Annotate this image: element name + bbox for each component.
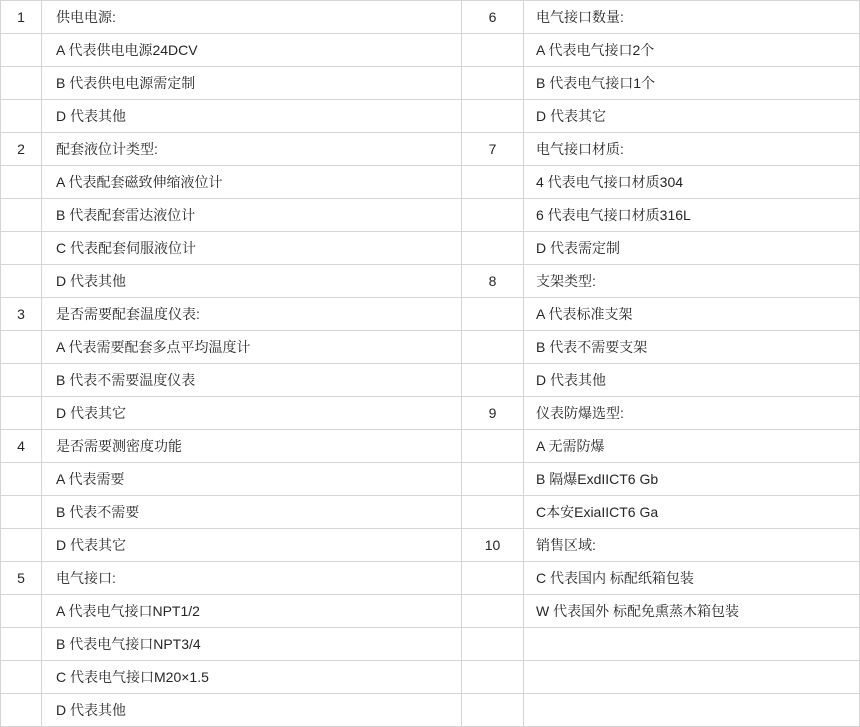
- empty-number-cell: [462, 199, 524, 232]
- section-number-cell: 6: [462, 1, 524, 34]
- empty-number-cell: [462, 67, 524, 100]
- option-cell: A 代表电气接口NPT1/2: [42, 595, 462, 628]
- option-cell: B 代表不需要温度仪表: [42, 364, 462, 397]
- empty-number-cell: [462, 430, 524, 463]
- option-cell: 4 代表电气接口材质304: [524, 166, 860, 199]
- empty-number-cell: [462, 595, 524, 628]
- empty-number-cell: [462, 694, 524, 727]
- section-title-cell: 供电电源:: [42, 1, 462, 34]
- empty-number-cell: [462, 34, 524, 67]
- option-cell: B 隔爆ExdIICT6 Gb: [524, 463, 860, 496]
- option-cell: B 代表供电电源需定制: [42, 67, 462, 100]
- section-number-cell: 8: [462, 265, 524, 298]
- empty-number-cell: [462, 166, 524, 199]
- empty-number-cell: [1, 166, 42, 199]
- section-number-cell: 9: [462, 397, 524, 430]
- empty-number-cell: [1, 496, 42, 529]
- option-cell: B 代表不需要: [42, 496, 462, 529]
- option-cell: D 代表其它: [42, 529, 462, 562]
- section-number-cell: 10: [462, 529, 524, 562]
- option-cell: D 代表其它: [524, 100, 860, 133]
- option-cell: C 代表配套伺服液位计: [42, 232, 462, 265]
- option-cell: D 代表其他: [524, 364, 860, 397]
- empty-number-cell: [1, 595, 42, 628]
- section-title-cell: 电气接口:: [42, 562, 462, 595]
- empty-number-cell: [1, 661, 42, 694]
- option-cell: A 代表电气接口2个: [524, 34, 860, 67]
- section-title-cell: 销售区域:: [524, 529, 860, 562]
- option-cell: A 代表供电电源24DCV: [42, 34, 462, 67]
- option-cell: A 代表需要配套多点平均温度计: [42, 331, 462, 364]
- empty-number-cell: [1, 34, 42, 67]
- section-title-cell: 是否需要测密度功能: [42, 430, 462, 463]
- option-cell: B 代表电气接口1个: [524, 67, 860, 100]
- empty-number-cell: [1, 232, 42, 265]
- option-cell: W 代表国外 标配免熏蒸木箱包装: [524, 595, 860, 628]
- empty-cell: [524, 694, 860, 727]
- empty-number-cell: [1, 67, 42, 100]
- option-cell: B 代表电气接口NPT3/4: [42, 628, 462, 661]
- option-cell: B 代表配套雷达液位计: [42, 199, 462, 232]
- section-title-cell: 配套液位计类型:: [42, 133, 462, 166]
- empty-number-cell: [1, 529, 42, 562]
- option-cell: A 代表配套磁致伸缩液位计: [42, 166, 462, 199]
- spec-table-right-column: [462, 1, 860, 727]
- section-number-cell: 2: [1, 133, 42, 166]
- empty-number-cell: [462, 562, 524, 595]
- empty-number-cell: [1, 463, 42, 496]
- section-number-cell: 5: [1, 562, 42, 595]
- empty-number-cell: [462, 496, 524, 529]
- spec-table-left-column: [1, 1, 462, 727]
- option-cell: 6 代表电气接口材质316L: [524, 199, 860, 232]
- empty-number-cell: [1, 628, 42, 661]
- section-number-cell: 3: [1, 298, 42, 331]
- empty-cell: [524, 628, 860, 661]
- empty-number-cell: [462, 463, 524, 496]
- option-cell: A 无需防爆: [524, 430, 860, 463]
- option-cell: A 代表需要: [42, 463, 462, 496]
- option-cell: D 代表需定制: [524, 232, 860, 265]
- empty-number-cell: [1, 199, 42, 232]
- option-cell: D 代表其他: [42, 100, 462, 133]
- empty-number-cell: [1, 331, 42, 364]
- empty-number-cell: [1, 265, 42, 298]
- option-cell: A 代表标准支架: [524, 298, 860, 331]
- empty-number-cell: [462, 331, 524, 364]
- empty-number-cell: [462, 232, 524, 265]
- empty-cell: [524, 661, 860, 694]
- empty-number-cell: [1, 397, 42, 430]
- option-cell: D 代表其他: [42, 265, 462, 298]
- section-title-cell: 仪表防爆选型:: [524, 397, 860, 430]
- empty-number-cell: [462, 100, 524, 133]
- empty-number-cell: [1, 100, 42, 133]
- section-number-cell: 1: [1, 1, 42, 34]
- option-cell: D 代表其他: [42, 694, 462, 727]
- empty-number-cell: [462, 364, 524, 397]
- section-title-cell: 支架类型:: [524, 265, 860, 298]
- empty-number-cell: [1, 694, 42, 727]
- option-cell: C本安ExiaIICT6 Ga: [524, 496, 860, 529]
- empty-number-cell: [462, 661, 524, 694]
- section-number-cell: 4: [1, 430, 42, 463]
- empty-number-cell: [462, 298, 524, 331]
- empty-number-cell: [1, 364, 42, 397]
- empty-number-cell: [462, 628, 524, 661]
- section-title-cell: 电气接口材质:: [524, 133, 860, 166]
- section-title-cell: 电气接口数量:: [524, 1, 860, 34]
- section-number-cell: 7: [462, 133, 524, 166]
- option-cell: B 代表不需要支架: [524, 331, 860, 364]
- option-cell: C 代表国内 标配纸箱包装: [524, 562, 860, 595]
- section-title-cell: 是否需要配套温度仪表:: [42, 298, 462, 331]
- option-cell: D 代表其它: [42, 397, 462, 430]
- option-cell: C 代表电气接口M20×1.5: [42, 661, 462, 694]
